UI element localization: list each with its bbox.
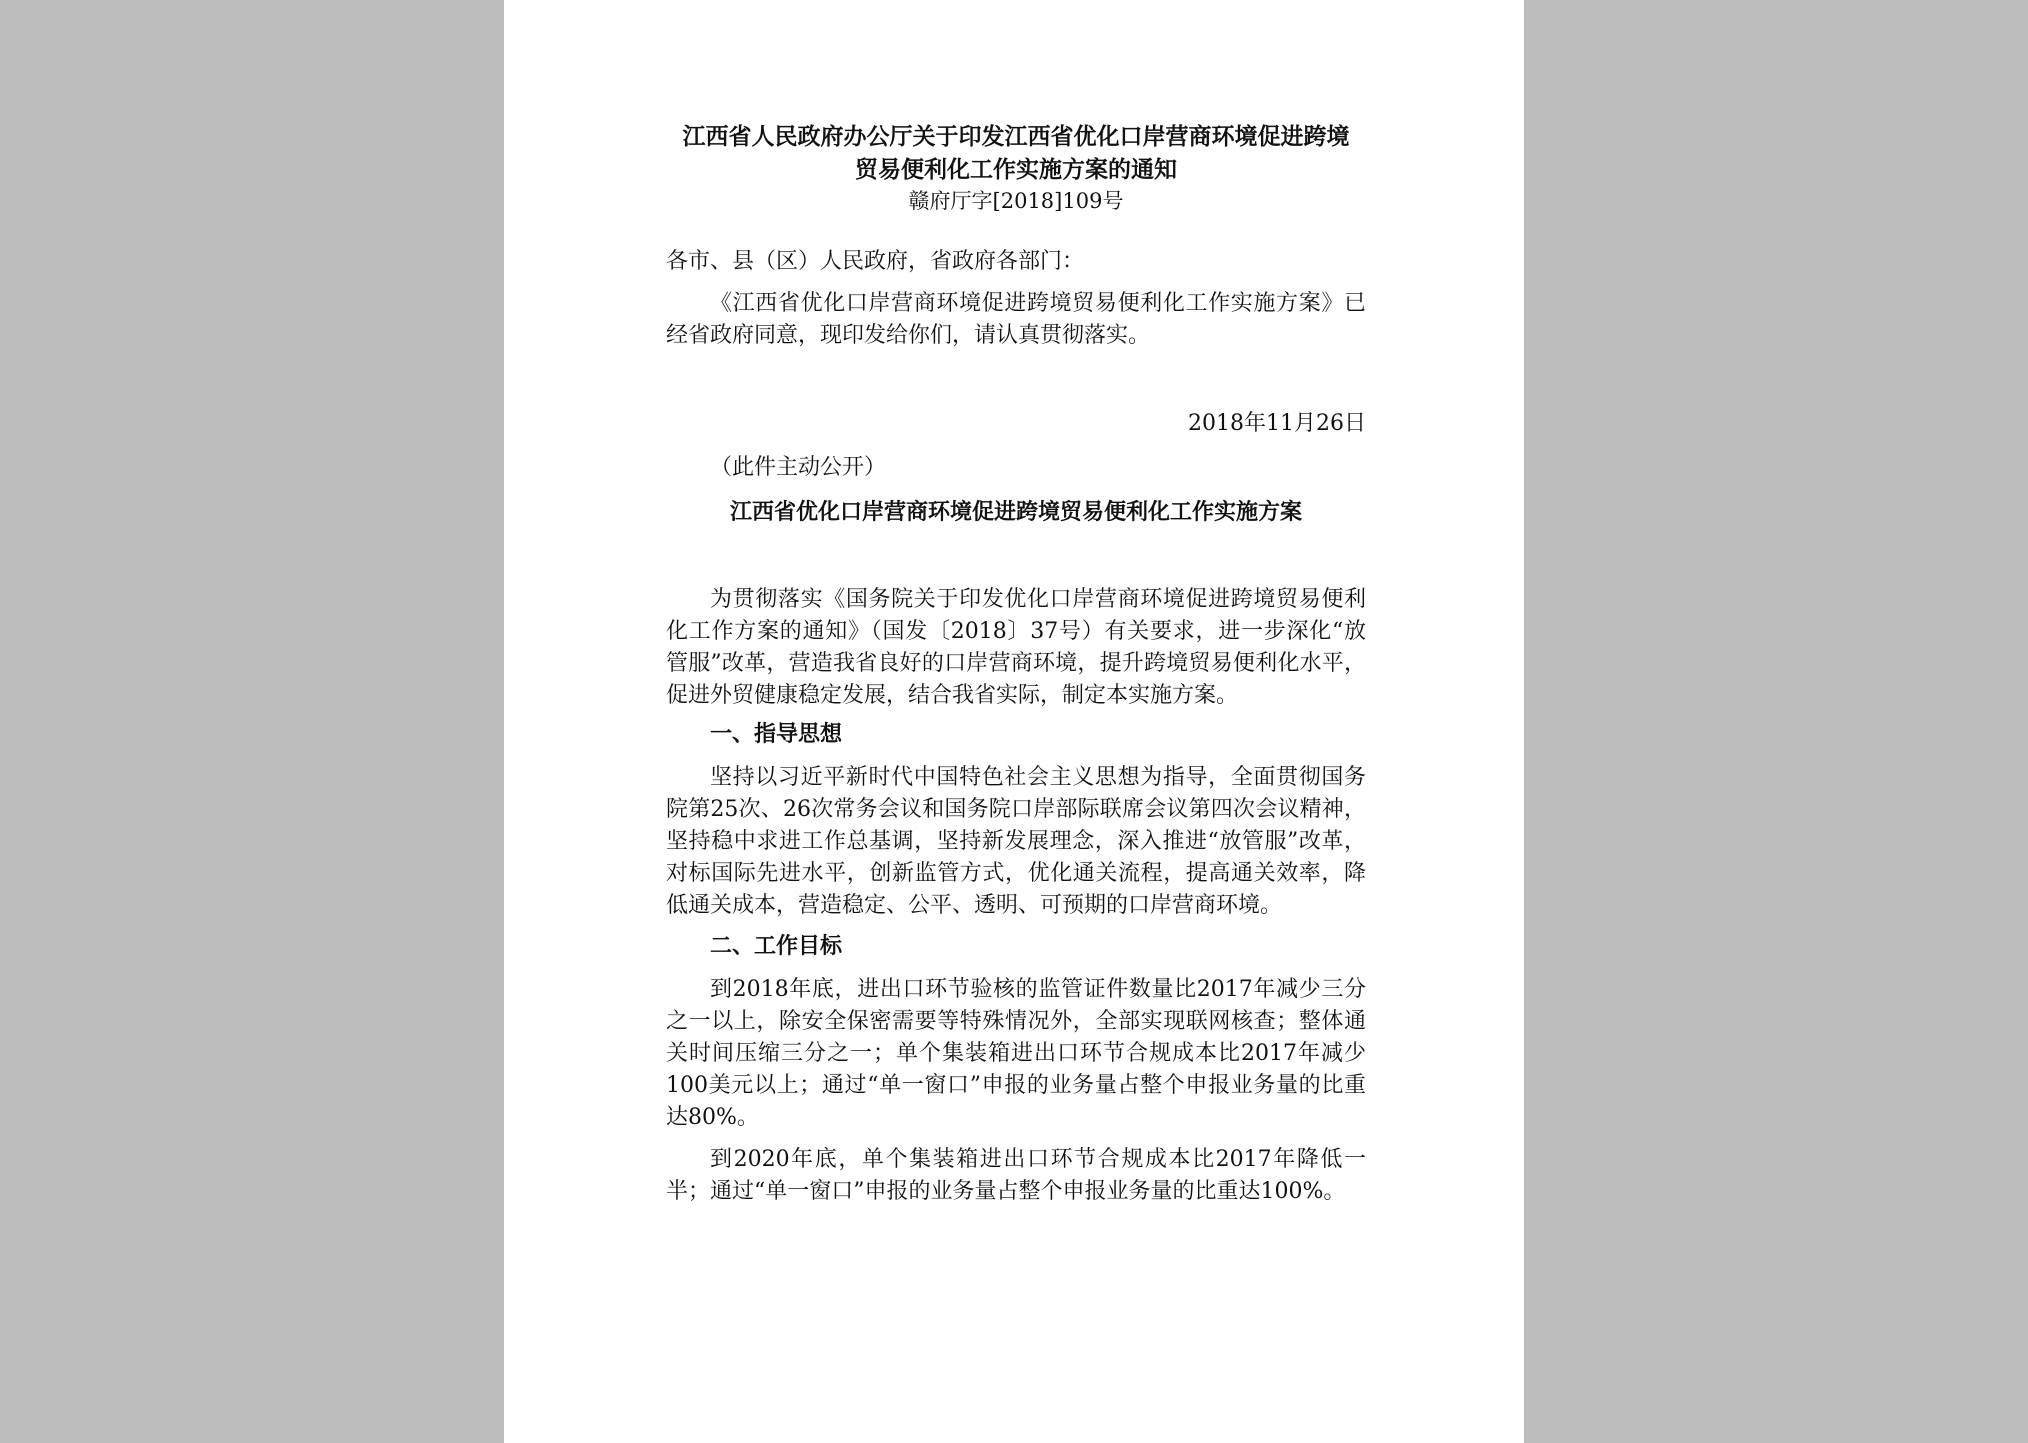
notice-body — [666, 246, 1366, 352]
notice-title-line1: 江西省人民政府办公厅关于印发江西省优化口岸营商环境促进跨境 — [682, 123, 1350, 150]
section1-body: 坚持以习近平新时代中国特色社会主义思想为指导，全面贯彻国务院第25次、26次常务会议和国务院口岸部际联席会议第四次会议精神，坚持稳中求进工作总基调，坚持新发展理念，深入推进“放管服”改革，对标国际先进水平，创新监管方式，优化通关流程，提高通关效率，降低通关成本，营造稳定、公平、透明、可预期的口岸营商环境。 — [666, 765, 1366, 918]
plan-title: 江西省优化口岸营商环境促进跨境贸易便利化工作实施方案 — [729, 499, 1302, 525]
notice-title — [666, 120, 1366, 186]
section2-heading: 二、工作目标 — [710, 933, 843, 959]
notice-paragraph: 《江西省优化口岸营商环境促进跨境贸易便利化工作实施方案》已经省政府同意，现印发给你们，请认真贯彻落实。 — [666, 291, 1366, 348]
plan-body — [666, 584, 1366, 1208]
section2-paragraph-1: 到2018年底，进出口环节验核的监管证件数量比2017年减少三分之一以上，除安全保密需要等特殊情况外，全部实现联网核查；整体通关时间压缩三分之一；单个集装箱进出口环节合规成本比2017年减少100美元以上；通过“单一窗口”申报的业务量占整个申报业务量的比重达80%。 — [666, 977, 1366, 1130]
disclosure-note: （此件主动公开） — [710, 455, 887, 480]
notice-title-line2: 贸易便利化工作实施方案的通知 — [855, 156, 1177, 183]
section2-paragraph-2: 到2020年底，单个集装箱进出口环节合规成本比2017年降低一半；通过“单一窗口”申报的业务量占整个申报业务量的比重达100%。 — [666, 1147, 1366, 1204]
salutation: 各市、县（区）人民政府，省政府各部门： — [666, 249, 1085, 274]
section1-heading: 一、指导思想 — [710, 721, 843, 747]
document-page — [504, 0, 1524, 1443]
plan-intro: 为贯彻落实《国务院关于印发优化口岸营商环境促进跨境贸易便利化工作方案的通知》（国发〔2018〕37号）有关要求，进一步深化“放管服”改革，营造我省良好的口岸营商环境，提升跨境贸易便利化水平，促进外贸健康稳定发展，结合我省实际，制定本实施方案。 — [666, 587, 1366, 708]
document-number: 赣府厅字[2018]109号 — [908, 189, 1124, 213]
notice-date: 2018年11月26日 — [1188, 411, 1366, 436]
